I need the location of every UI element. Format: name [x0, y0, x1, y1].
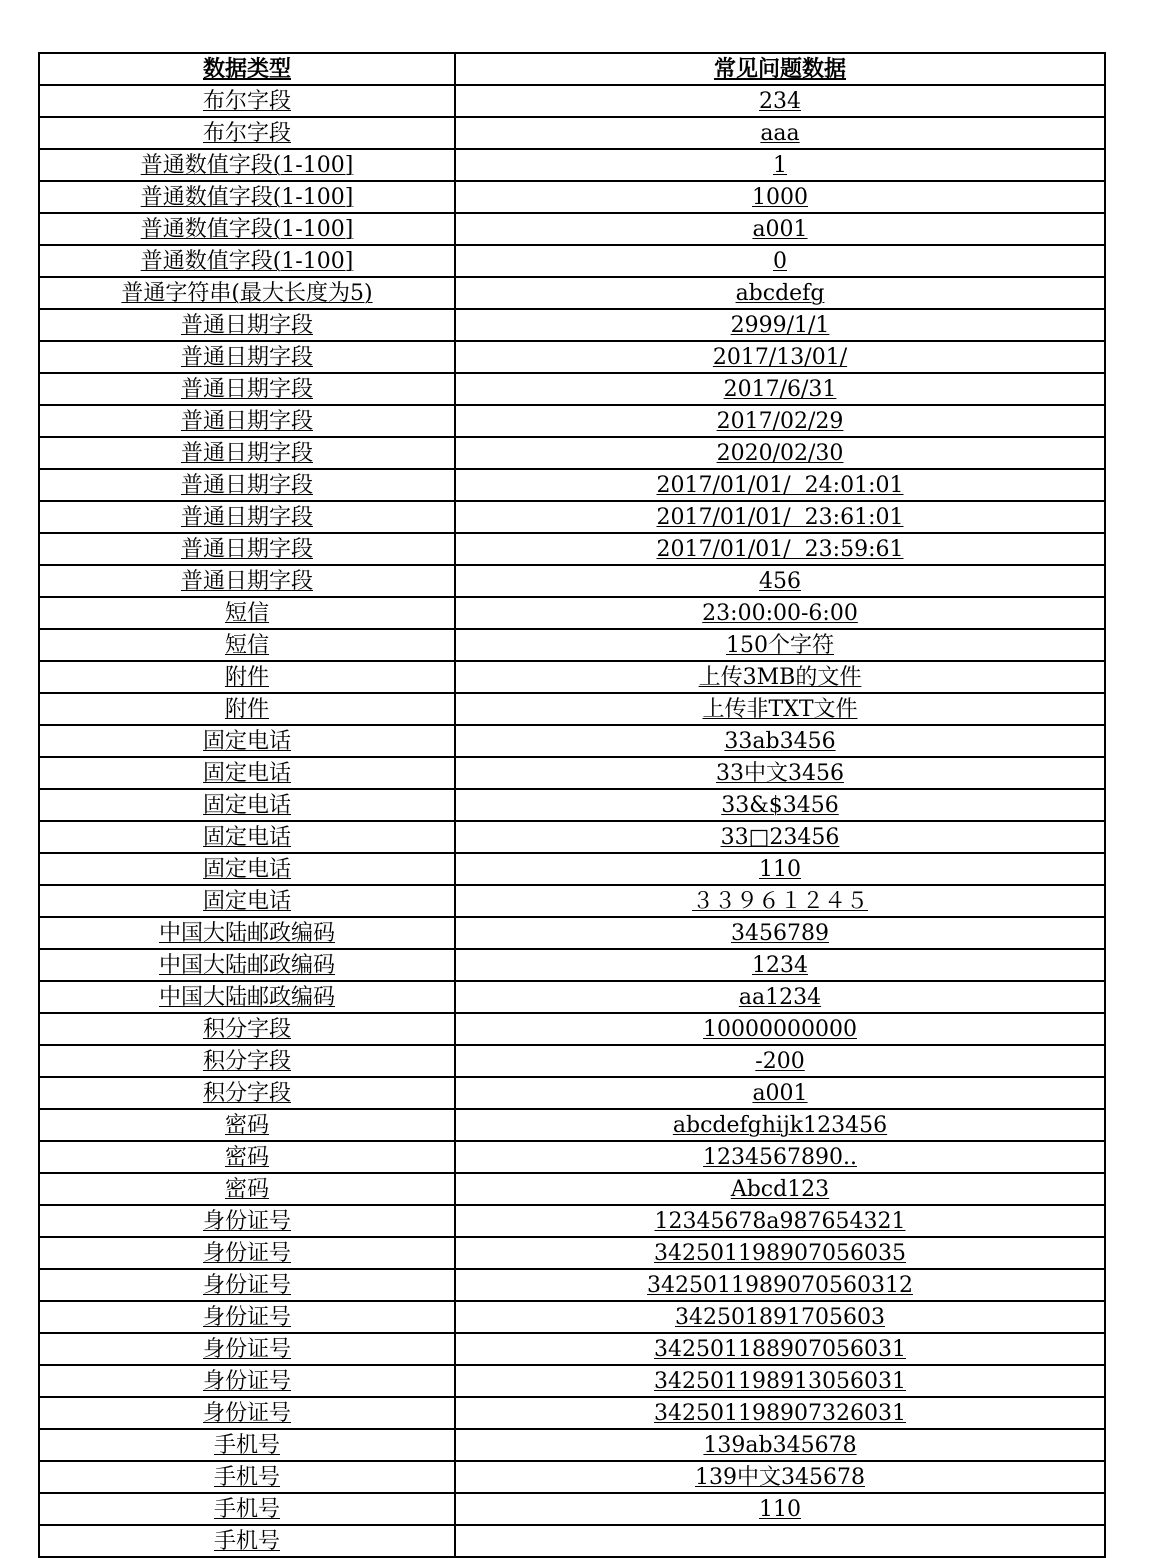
cell-problem-data[interactable]: 456	[455, 565, 1105, 597]
cell-data-type[interactable]: 中国大陆邮政编码	[39, 917, 455, 949]
cell-data-type[interactable]: 身份证号	[39, 1397, 455, 1429]
table-row	[39, 341, 1105, 373]
cell-problem-data[interactable]: 139ab345678	[455, 1429, 1105, 1461]
table-row	[39, 405, 1105, 437]
cell-problem-data[interactable]: 33&$3456	[455, 789, 1105, 821]
cell-data-type[interactable]: 短信	[39, 597, 455, 629]
cell-data-type[interactable]: 身份证号	[39, 1269, 455, 1301]
table-row	[39, 757, 1105, 789]
table-row	[39, 245, 1105, 277]
cell-problem-data[interactable]: 上传3MB的文件	[455, 661, 1105, 693]
cell-problem-data[interactable]: ３３９６１２４５	[455, 885, 1105, 917]
table-row	[39, 1333, 1105, 1365]
cell-data-type[interactable]: 固定电话	[39, 853, 455, 885]
cell-data-type[interactable]: 普通日期字段	[39, 341, 455, 373]
cell-problem-data[interactable]: 23:00:00-6:00	[455, 597, 1105, 629]
cell-problem-data[interactable]: -200	[455, 1045, 1105, 1077]
cell-problem-data[interactable]: aaa	[455, 117, 1105, 149]
cell-data-type[interactable]: 中国大陆邮政编码	[39, 981, 455, 1013]
cell-problem-data[interactable]: 33ab3456	[455, 725, 1105, 757]
cell-data-type[interactable]: 固定电话	[39, 757, 455, 789]
cell-data-type[interactable]: 布尔字段	[39, 117, 455, 149]
cell-problem-data[interactable]: 上传非TXT文件	[455, 693, 1105, 725]
table-row	[39, 501, 1105, 533]
table-row	[39, 533, 1105, 565]
table-row	[39, 597, 1105, 629]
cell-problem-data[interactable]: a001	[455, 213, 1105, 245]
cell-problem-data[interactable]: 110	[455, 853, 1105, 885]
table-row	[39, 821, 1105, 853]
cell-data-type[interactable]: 固定电话	[39, 789, 455, 821]
cell-problem-data[interactable]: 2017/01/01/ 24:01:01	[455, 469, 1105, 501]
cell-data-type[interactable]: 手机号	[39, 1525, 455, 1557]
cell-problem-data[interactable]: 342501198913056031	[455, 1365, 1105, 1397]
cell-problem-data[interactable]: 33中文3456	[455, 757, 1105, 789]
cell-problem-data[interactable]: 1	[455, 149, 1105, 181]
cell-problem-data[interactable]: 2017/02/29	[455, 405, 1105, 437]
table-row	[39, 1141, 1105, 1173]
table-row	[39, 469, 1105, 501]
cell-data-type[interactable]: 普通数值字段(1-100]	[39, 149, 455, 181]
cell-data-type[interactable]: 积分字段	[39, 1077, 455, 1109]
table-row	[39, 85, 1105, 117]
cell-problem-data[interactable]: abcdefghijk123456	[455, 1109, 1105, 1141]
table-row	[39, 181, 1105, 213]
column-header-problem-data[interactable]: 常见问题数据	[455, 53, 1105, 85]
cell-data-type[interactable]: 普通日期字段	[39, 501, 455, 533]
cell-data-type[interactable]: 普通日期字段	[39, 565, 455, 597]
cell-problem-data[interactable]: 2017/01/01/ 23:61:01	[455, 501, 1105, 533]
table-row	[39, 1077, 1105, 1109]
cell-data-type[interactable]: 手机号	[39, 1461, 455, 1493]
table-row	[39, 949, 1105, 981]
cell-problem-data[interactable]: 110	[455, 1493, 1105, 1525]
table-row	[39, 565, 1105, 597]
cell-data-type[interactable]: 短信	[39, 629, 455, 661]
table-row	[39, 661, 1105, 693]
cell-data-type[interactable]: 普通日期字段	[39, 533, 455, 565]
table-row	[39, 1525, 1105, 1557]
table-row	[39, 853, 1105, 885]
cell-data-type[interactable]: 普通数值字段(1-100]	[39, 181, 455, 213]
table-row	[39, 373, 1105, 405]
cell-data-type[interactable]: 普通数值字段(1-100]	[39, 245, 455, 277]
cell-problem-data[interactable]: 1234	[455, 949, 1105, 981]
cell-data-type[interactable]: 身份证号	[39, 1301, 455, 1333]
table-row	[39, 629, 1105, 661]
cell-problem-data[interactable]: 2020/02/30	[455, 437, 1105, 469]
cell-data-type[interactable]: 手机号	[39, 1493, 455, 1525]
table-row	[39, 437, 1105, 469]
cell-problem-data[interactable]: 33□23456	[455, 821, 1105, 853]
cell-data-type[interactable]: 密码	[39, 1109, 455, 1141]
cell-problem-data[interactable]: 3425011989070560312	[455, 1269, 1105, 1301]
cell-problem-data[interactable]: 139中文345678	[455, 1461, 1105, 1493]
column-header-data-type[interactable]: 数据类型	[39, 53, 455, 85]
table-row	[39, 1173, 1105, 1205]
cell-data-type[interactable]: 普通数值字段(1-100]	[39, 213, 455, 245]
cell-problem-data[interactable]: 342501198907326031	[455, 1397, 1105, 1429]
cell-data-type[interactable]: 固定电话	[39, 885, 455, 917]
cell-problem-data[interactable]: 1000	[455, 181, 1105, 213]
header-row	[39, 53, 1105, 85]
table-row	[39, 885, 1105, 917]
test-data-table	[38, 52, 1106, 1558]
cell-data-type[interactable]: 普通日期字段	[39, 373, 455, 405]
cell-data-type[interactable]: 积分字段	[39, 1045, 455, 1077]
cell-problem-data[interactable]: Abcd123	[455, 1173, 1105, 1205]
cell-data-type[interactable]: 普通字符串(最大长度为5)	[39, 277, 455, 309]
table-body	[39, 85, 1105, 1557]
cell-problem-data[interactable]: a001	[455, 1077, 1105, 1109]
cell-problem-data[interactable]: abcdefg	[455, 277, 1105, 309]
cell-problem-data[interactable]: 3456789	[455, 917, 1105, 949]
table-row	[39, 917, 1105, 949]
cell-problem-data[interactable]: 2017/6/31	[455, 373, 1105, 405]
cell-data-type[interactable]: 普通日期字段	[39, 405, 455, 437]
table-row	[39, 1109, 1105, 1141]
cell-data-type[interactable]: 密码	[39, 1141, 455, 1173]
table-row	[39, 789, 1105, 821]
cell-problem-data[interactable]: 2999/1/1	[455, 309, 1105, 341]
table-row	[39, 1301, 1105, 1333]
table-row	[39, 1365, 1105, 1397]
table-row	[39, 1461, 1105, 1493]
cell-data-type[interactable]: 身份证号	[39, 1333, 455, 1365]
table-row	[39, 1013, 1105, 1045]
table-row	[39, 149, 1105, 181]
table-row	[39, 981, 1105, 1013]
table-row	[39, 213, 1105, 245]
cell-problem-data[interactable]: 1234567890..	[455, 1141, 1105, 1173]
cell-problem-data[interactable]: 234	[455, 85, 1105, 117]
cell-data-type[interactable]: 附件	[39, 693, 455, 725]
cell-problem-data[interactable]: 2017/01/01/ 23:59:61	[455, 533, 1105, 565]
table-row	[39, 309, 1105, 341]
cell-data-type[interactable]: 固定电话	[39, 821, 455, 853]
cell-data-type[interactable]: 密码	[39, 1173, 455, 1205]
cell-data-type[interactable]: 身份证号	[39, 1205, 455, 1237]
cell-problem-data[interactable]: aa1234	[455, 981, 1105, 1013]
cell-data-type[interactable]: 积分字段	[39, 1013, 455, 1045]
table-row	[39, 1237, 1105, 1269]
table-row	[39, 1205, 1105, 1237]
cell-data-type[interactable]: 身份证号	[39, 1237, 455, 1269]
table-row	[39, 1429, 1105, 1461]
table-row	[39, 693, 1105, 725]
cell-problem-data[interactable]: 10000000000	[455, 1013, 1105, 1045]
cell-data-type[interactable]: 身份证号	[39, 1365, 455, 1397]
cell-problem-data[interactable]: 2017/13/01/	[455, 341, 1105, 373]
cell-problem-data[interactable]: 0	[455, 245, 1105, 277]
cell-problem-data[interactable]: 342501891705603	[455, 1301, 1105, 1333]
cell-data-type[interactable]: 普通日期字段	[39, 469, 455, 501]
table-row	[39, 1397, 1105, 1429]
cell-data-type[interactable]: 固定电话	[39, 725, 455, 757]
cell-data-type[interactable]: 手机号	[39, 1429, 455, 1461]
table-row	[39, 1045, 1105, 1077]
cell-data-type[interactable]: 布尔字段	[39, 85, 455, 117]
cell-problem-data[interactable]: 12345678a987654321	[455, 1205, 1105, 1237]
cell-problem-data[interactable]: 342501198907056035	[455, 1237, 1105, 1269]
cell-problem-data[interactable]	[455, 1525, 1105, 1557]
cell-data-type[interactable]: 中国大陆邮政编码	[39, 949, 455, 981]
cell-problem-data[interactable]: 150个字符	[455, 629, 1105, 661]
cell-problem-data[interactable]: 342501188907056031	[455, 1333, 1105, 1365]
spreadsheet-sheet	[38, 52, 1104, 1558]
table-row	[39, 1493, 1105, 1525]
cell-data-type[interactable]: 普通日期字段	[39, 309, 455, 341]
cell-data-type[interactable]: 普通日期字段	[39, 437, 455, 469]
table-row	[39, 277, 1105, 309]
table-row	[39, 725, 1105, 757]
cell-data-type[interactable]: 附件	[39, 661, 455, 693]
table-row	[39, 117, 1105, 149]
table-row	[39, 1269, 1105, 1301]
